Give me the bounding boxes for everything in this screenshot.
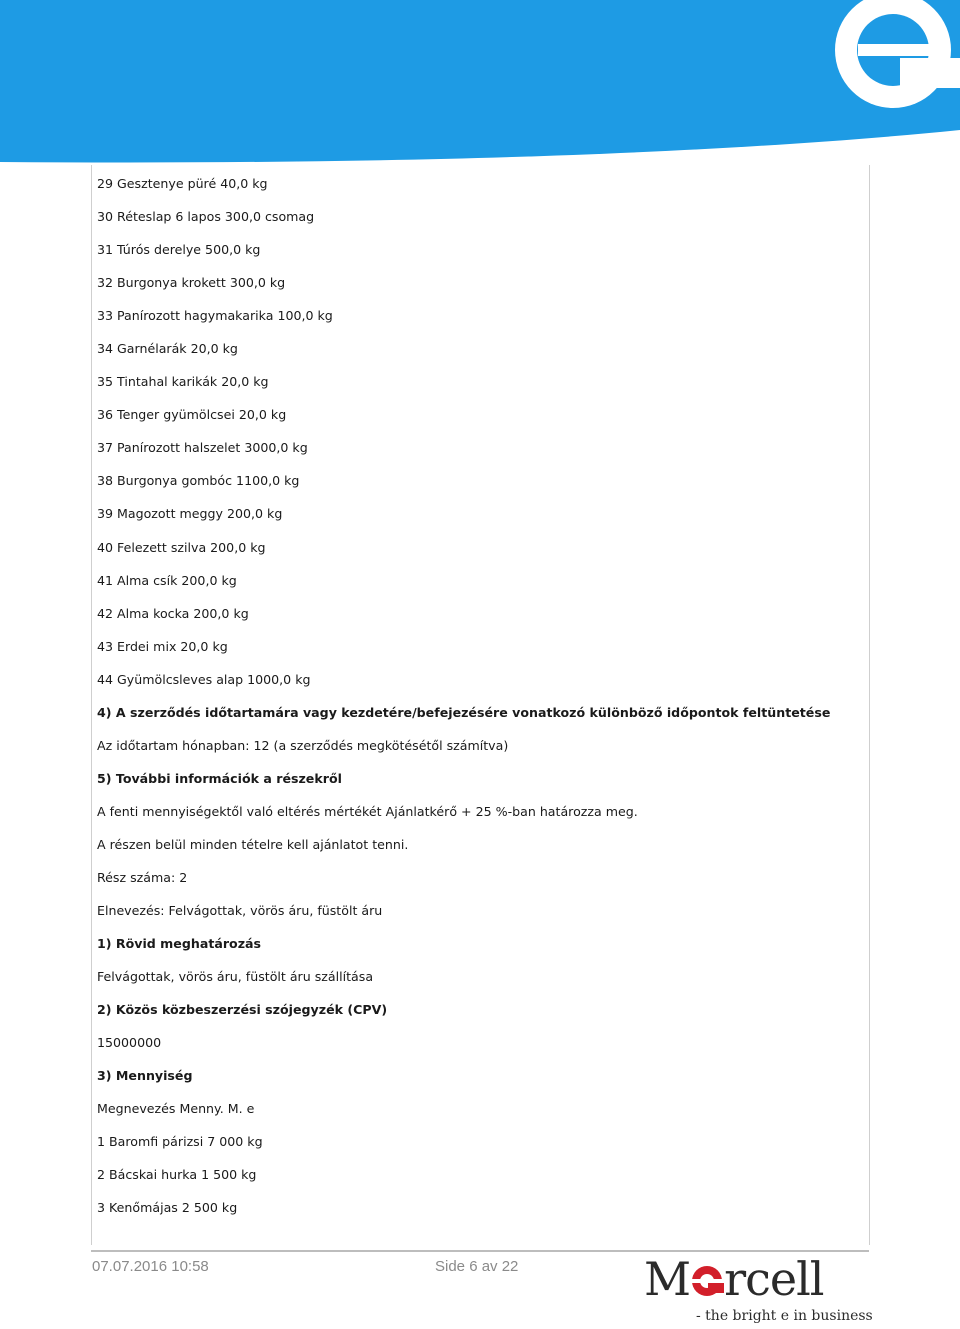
- text-line: 42 Alma kocka 200,0 kg: [97, 605, 249, 621]
- text-line: 15000000: [97, 1035, 162, 1051]
- brand-name: [644, 1254, 824, 1304]
- section-heading: 3) Mennyiség: [97, 1068, 193, 1084]
- text-line: Felvágottak, vörös áru, füstölt áru szállítása: [97, 969, 374, 985]
- section-heading: 1) Rövid meghatározás: [97, 936, 262, 952]
- text-line: Az időtartam hónapban: 12 (a szerződés megkötésétől számítva): [97, 737, 509, 753]
- text-line: Rész száma: 2: [97, 869, 188, 885]
- text-line: Elnevezés: Felvágottak, vörös áru, füstölt áru: [97, 903, 383, 919]
- text-line: 1 Baromfi párizsi 7 000 kg: [97, 1134, 263, 1150]
- text-line: A részen belül minden tételre kell ajánlatot tenni.: [97, 836, 409, 852]
- brand-e-icon: [690, 1259, 724, 1299]
- text-line: 2 Bácskai hurka 1 500 kg: [97, 1167, 257, 1183]
- section-heading: 5) További információk a részekről: [97, 770, 342, 786]
- text-line: 35 Tintahal karikák 20,0 kg: [97, 374, 269, 390]
- text-line: 33 Panírozott hagymakarika 100,0 kg: [97, 308, 333, 324]
- text-line: 38 Burgonya gombóc 1100,0 kg: [97, 473, 300, 489]
- text-line: 36 Tenger gyümölcsei 20,0 kg: [97, 407, 287, 423]
- text-line: 34 Garnélarák 20,0 kg: [97, 341, 238, 357]
- text-line: 32 Burgonya krokett 300,0 kg: [97, 275, 286, 291]
- brand-tagline: - the bright e in business: [696, 1308, 873, 1324]
- section-heading: 4) A szerződés időtartamára vagy kezdetére/befejezésére vonatkozó különböző időpontok feltüntetése: [97, 704, 831, 720]
- text-line: 40 Felezett szilva 200,0 kg: [97, 539, 266, 555]
- header-banner: [0, 0, 960, 165]
- text-line: 43 Erdei mix 20,0 kg: [97, 638, 228, 654]
- text-line: Megnevezés Menny. M. e: [97, 1101, 255, 1117]
- text-line: 31 Túrós derelye 500,0 kg: [97, 242, 261, 258]
- brand-name-rest: rcell: [724, 1252, 824, 1306]
- brand-name-m: M: [644, 1252, 691, 1306]
- text-line: 37 Panírozott halszelet 3000,0 kg: [97, 440, 308, 456]
- header-band: [0, 0, 960, 162]
- text-line: 41 Alma csík 200,0 kg: [97, 572, 237, 588]
- document-body: [97, 174, 857, 1232]
- text-line: A fenti mennyiségektől való eltérés mértékét Ajánlatkérő + 25 %-ban határozza meg.: [97, 803, 638, 819]
- text-line: 30 Réteslap 6 lapos 300,0 csomag: [97, 209, 315, 225]
- section-heading: 2) Közös közbeszerzési szójegyzék (CPV): [97, 1002, 388, 1018]
- text-line: 39 Magozott meggy 200,0 kg: [97, 506, 283, 522]
- footer-page-number: Side 6 av 22: [435, 1258, 519, 1275]
- footer-timestamp: 07.07.2016 10:58: [92, 1258, 209, 1275]
- text-line: 3 Kenőmájas 2 500 kg: [97, 1200, 238, 1216]
- brand-logo: [644, 1254, 874, 1329]
- text-line: 29 Gesztenye püré 40,0 kg: [97, 176, 268, 191]
- text-line: 44 Gyümölcsleves alap 1000,0 kg: [97, 671, 311, 687]
